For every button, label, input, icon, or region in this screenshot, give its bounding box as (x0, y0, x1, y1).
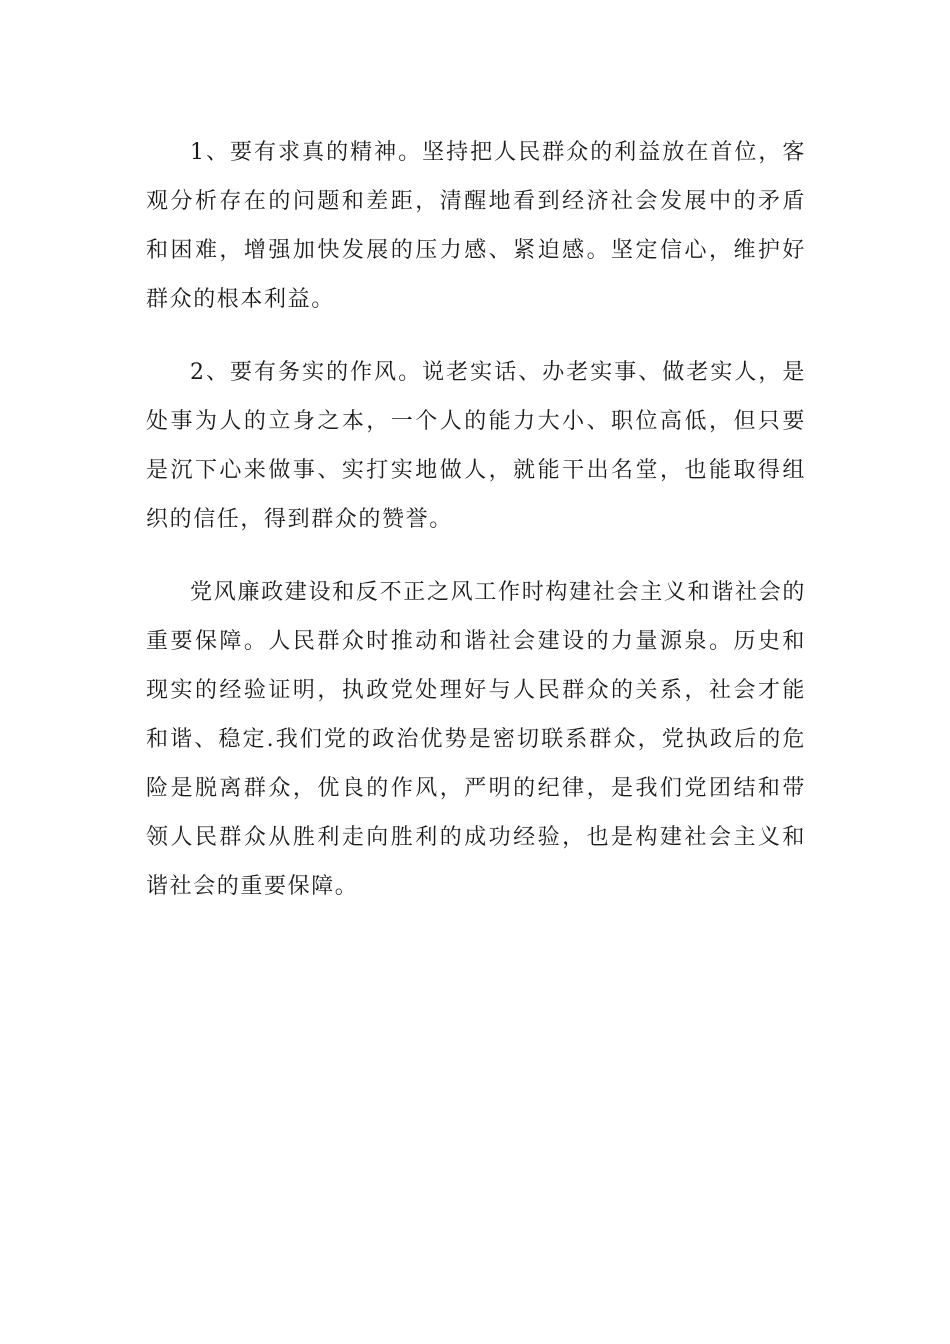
paragraph-practical-style: 2、要有务实的作风。说老实话、办老实事、做老实人，是处事为人的立身之本，一个人的能力大小、职位高低，但只要是沉下心来做事、实打实地做人，就能干出名堂，也能取得组织的信任，得到群众的赞誉。 (146, 360, 806, 532)
paragraph-party-conduct: 党风廉政建设和反不正之风工作时构建社会主义和谐社会的重要保障。人民群众时推动和谐社会建设的力量源泉。历史和现实的经验证明，执政党处理好与人民群众的关系，社会才能和谐、稳定.我们党的政治优势是密切联系群众，党执政后的危险是脱离群众，优良的作风，严明的纪律，是我们党团结和带领人民群众从胜利走向胜利的成功经验，也是构建社会主义和谐社会的重要保障。 (146, 580, 806, 899)
paragraph-seek-truth: 1、要有求真的精神。坚持把人民群众的利益放在首位，客观分析存在的问题和差距，清醒地看到经济社会发展中的矛盾和困难，增强加快发展的压力感、紧迫感。坚定信心，维护好群众的根本利益。 (146, 140, 806, 312)
document-body (146, 128, 806, 935)
